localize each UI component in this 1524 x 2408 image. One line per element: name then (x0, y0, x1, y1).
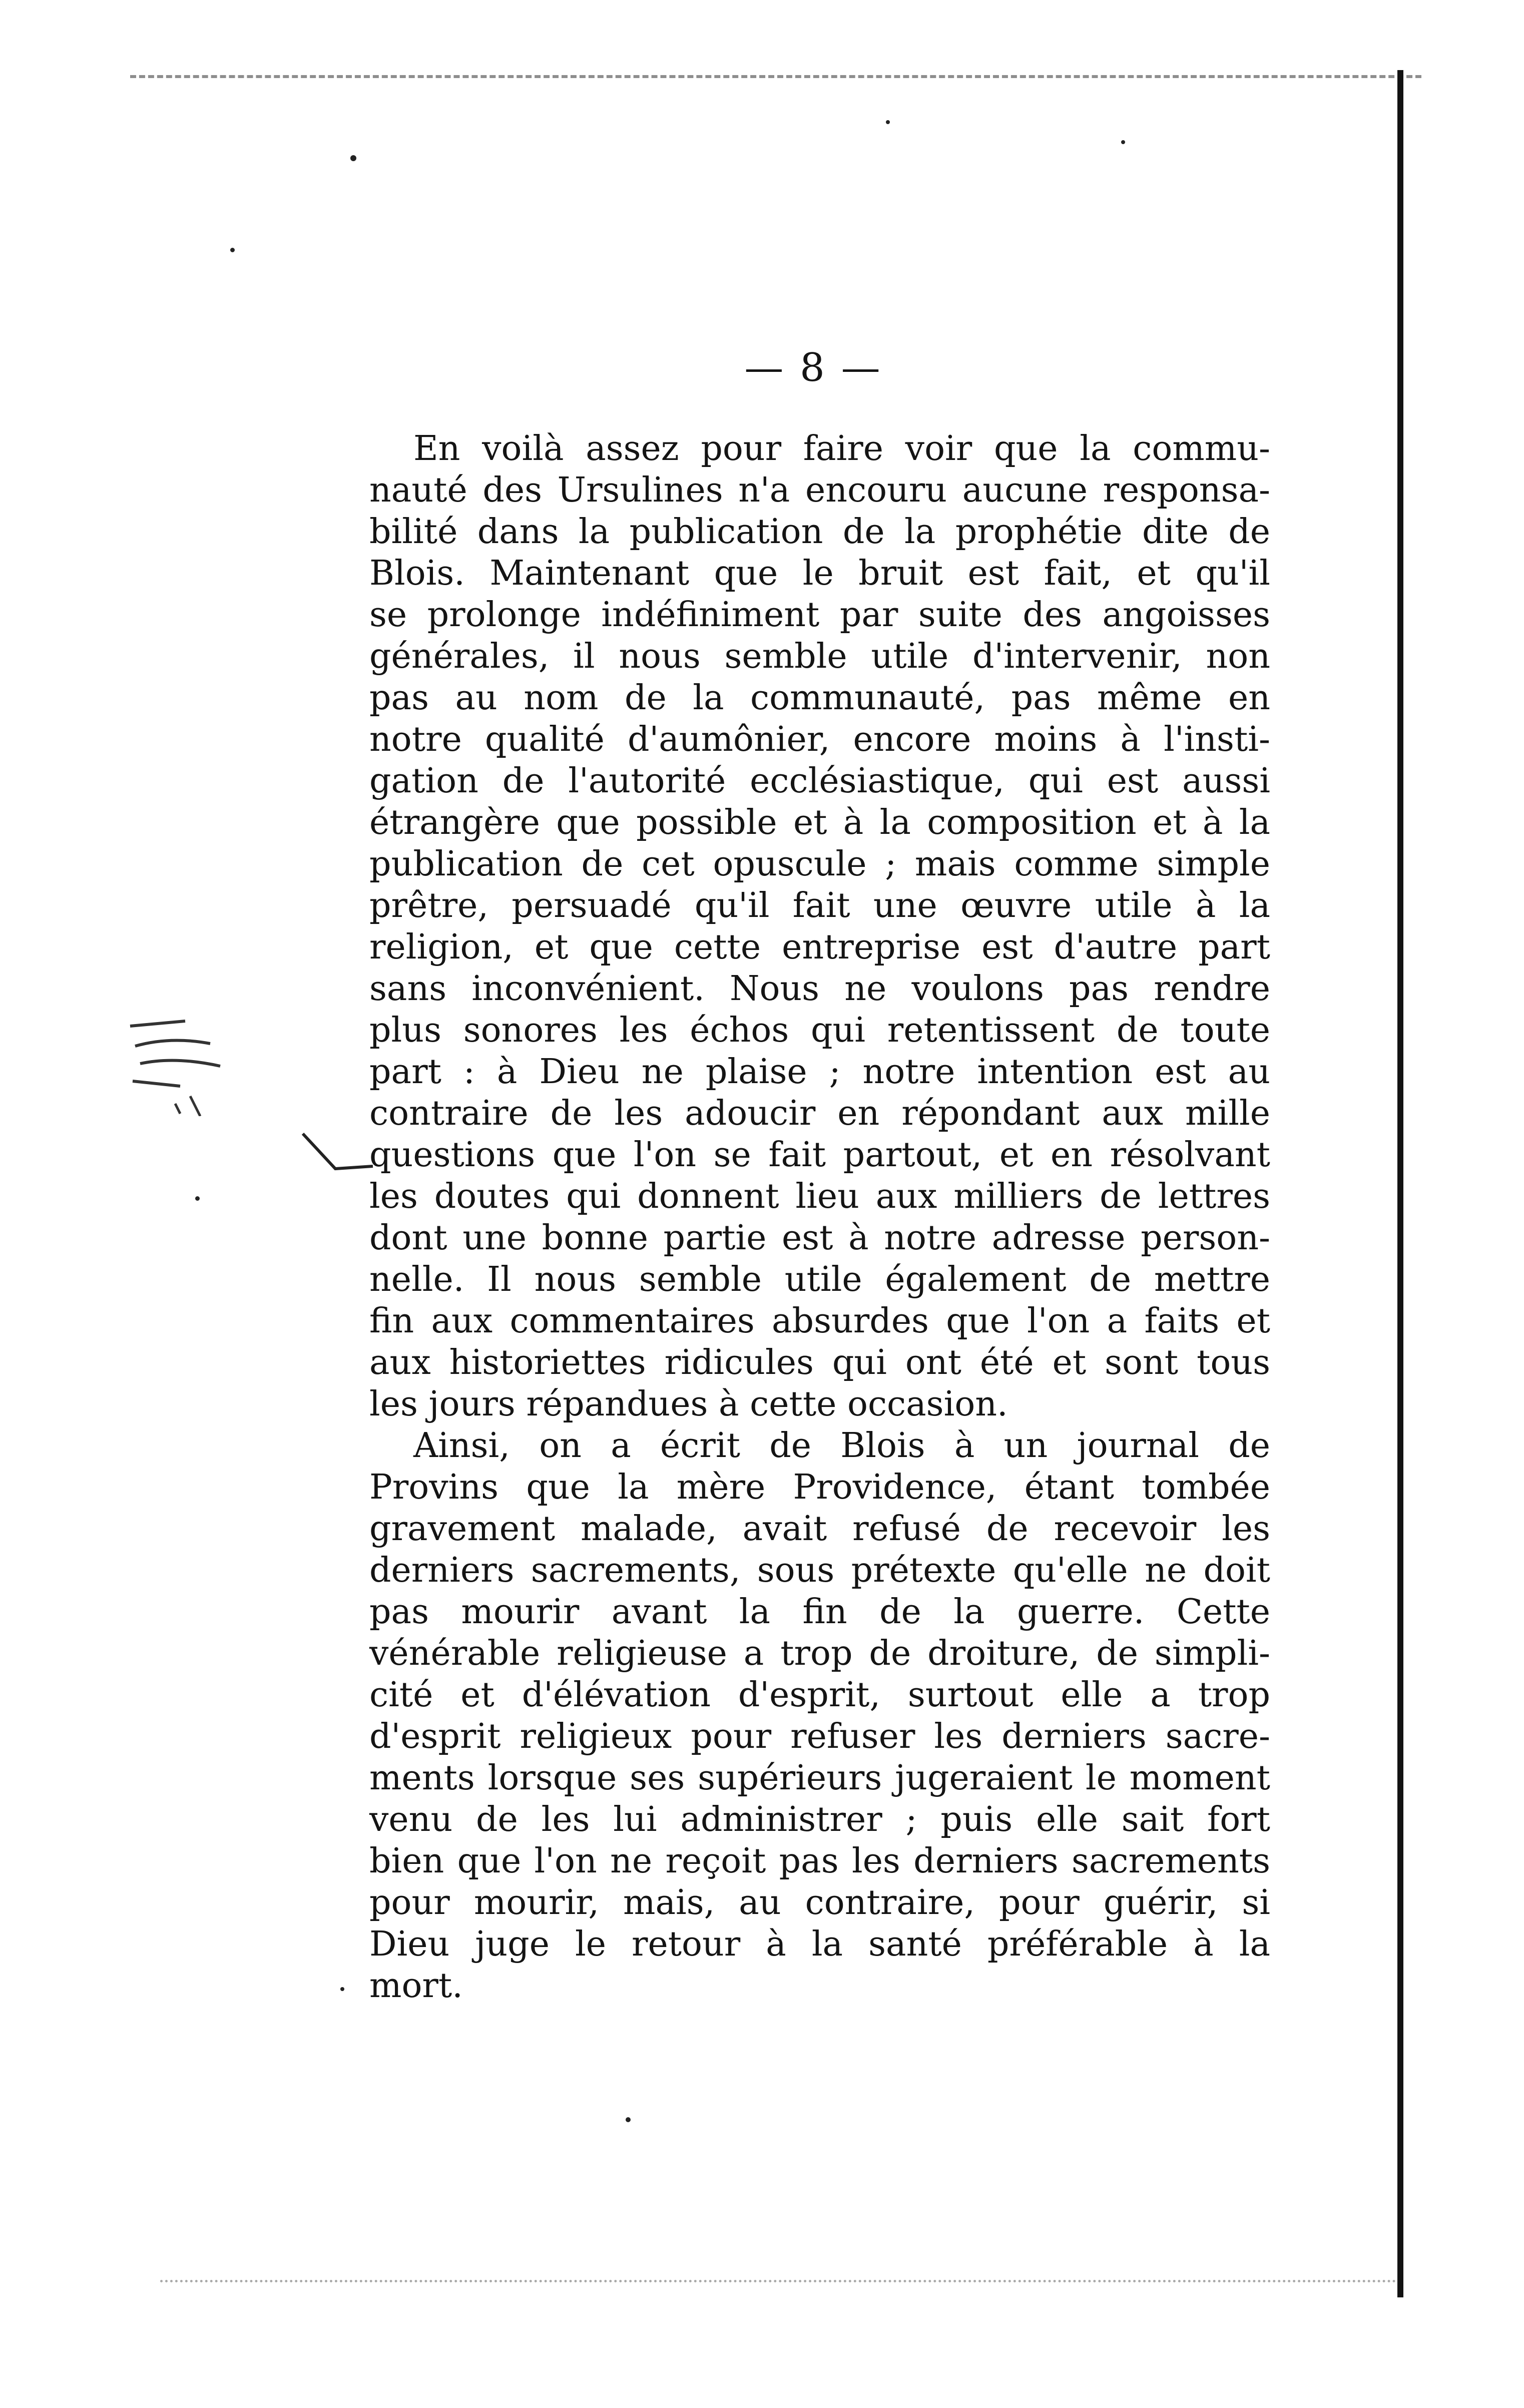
text-line: questions que l'on se fait partout, et en résolvant (369, 1135, 1270, 1175)
scan-edge-bottom (160, 2280, 1396, 2282)
text-line: venu de les lui administrer ; puis elle sait fort (369, 1800, 1270, 1839)
text-line: cité et d'élévation d'esprit, surtout elle a trop (369, 1675, 1270, 1715)
margin-scribble-mark (125, 1016, 235, 1116)
text-line: Ainsi, on a écrit de Blois à un journal de (413, 1426, 1270, 1466)
text-line: fin aux commentaires absurdes que l'on a faits et (369, 1301, 1270, 1341)
text-line: les jours répandues à cette occasion. (369, 1384, 1008, 1424)
scan-speck (1121, 140, 1125, 144)
text-line: gravement malade, avait refusé de recevoir les (369, 1509, 1270, 1549)
scan-speck (886, 120, 890, 124)
scan-speck (350, 155, 356, 161)
text-line: pour mourir, mais, au contraire, pour guérir, si (369, 1883, 1270, 1922)
text-line: gation de l'autorité ecclésiastique, qui est aussi (369, 761, 1270, 801)
text-line: plus sonores les échos qui retentissent de toute (369, 1011, 1270, 1050)
scan-speck (195, 1196, 200, 1201)
scan-edge-top (130, 75, 1421, 78)
text-line: pas au nom de la communauté, pas même en (369, 678, 1270, 718)
text-line: notre qualité d'aumônier, encore moins à l'insti- (369, 720, 1270, 759)
text-line: publication de cet opuscule ; mais comme simple (369, 844, 1270, 884)
margin-pen-stroke (300, 1131, 375, 1176)
text-line: bien que l'on ne reçoit pas les derniers sacrements (369, 1841, 1270, 1881)
text-line: contraire de les adoucir en répondant aux mille (369, 1094, 1270, 1133)
text-line: nauté des Ursulines n'a encouru aucune responsa- (369, 470, 1270, 510)
text-line: sans inconvénient. Nous ne voulons pas rendre (369, 969, 1270, 1009)
scan-speck (626, 2117, 631, 2122)
scan-speck (340, 1987, 344, 1991)
text-line: dont une bonne partie est à notre adresse person- (369, 1218, 1270, 1258)
text-line: aux historiettes ridicules qui ont été et sont tous (369, 1343, 1270, 1382)
text-line: se prolonge indéfiniment par suite des angoisses (369, 595, 1270, 635)
body-text (369, 428, 1270, 2007)
text-line: En voilà assez pour faire voir que la commu- (413, 429, 1270, 468)
scan-speck (230, 248, 235, 252)
text-line: vénérable religieuse a trop de droiture, de simpli- (369, 1634, 1270, 1673)
text-line: ments lorsque ses supérieurs jugeraient le moment (369, 1758, 1270, 1798)
text-line: pas mourir avant la fin de la guerre. Cette (369, 1592, 1270, 1632)
paragraph (369, 1425, 1270, 2007)
paragraph (369, 428, 1270, 1425)
text-line: Blois. Maintenant que le bruit est fait, et qu'il (369, 554, 1270, 593)
text-line: d'esprit religieux pour refuser les derniers sacre- (369, 1717, 1270, 1756)
text-line: nelle. Il nous semble utile également de mettre (369, 1260, 1270, 1299)
text-line: mort. (369, 1966, 463, 2006)
text-line: Provins que la mère Providence, étant tombée (369, 1468, 1270, 1507)
text-line: part : à Dieu ne plaise ; notre intention est au (369, 1052, 1270, 1092)
text-line: bilité dans la publication de la prophétie dite de (369, 512, 1270, 552)
scan-edge-right (1397, 70, 1403, 2297)
text-line: générales, il nous semble utile d'intervenir, non (369, 637, 1270, 676)
text-line: religion, et que cette entreprise est d'autre part (369, 927, 1270, 967)
text-line: prêtre, persuadé qu'il fait une œuvre utile à la (369, 886, 1270, 925)
text-line: étrangère que possible et à la composition et à la (369, 803, 1270, 842)
text-line: Dieu juge le retour à la santé préférable à la (369, 1924, 1270, 1964)
page-number: — 8 — (744, 345, 882, 390)
text-line: les doutes qui donnent lieu aux milliers de lettres (369, 1177, 1270, 1216)
text-line: derniers sacrements, sous prétexte qu'elle ne doit (369, 1551, 1270, 1590)
